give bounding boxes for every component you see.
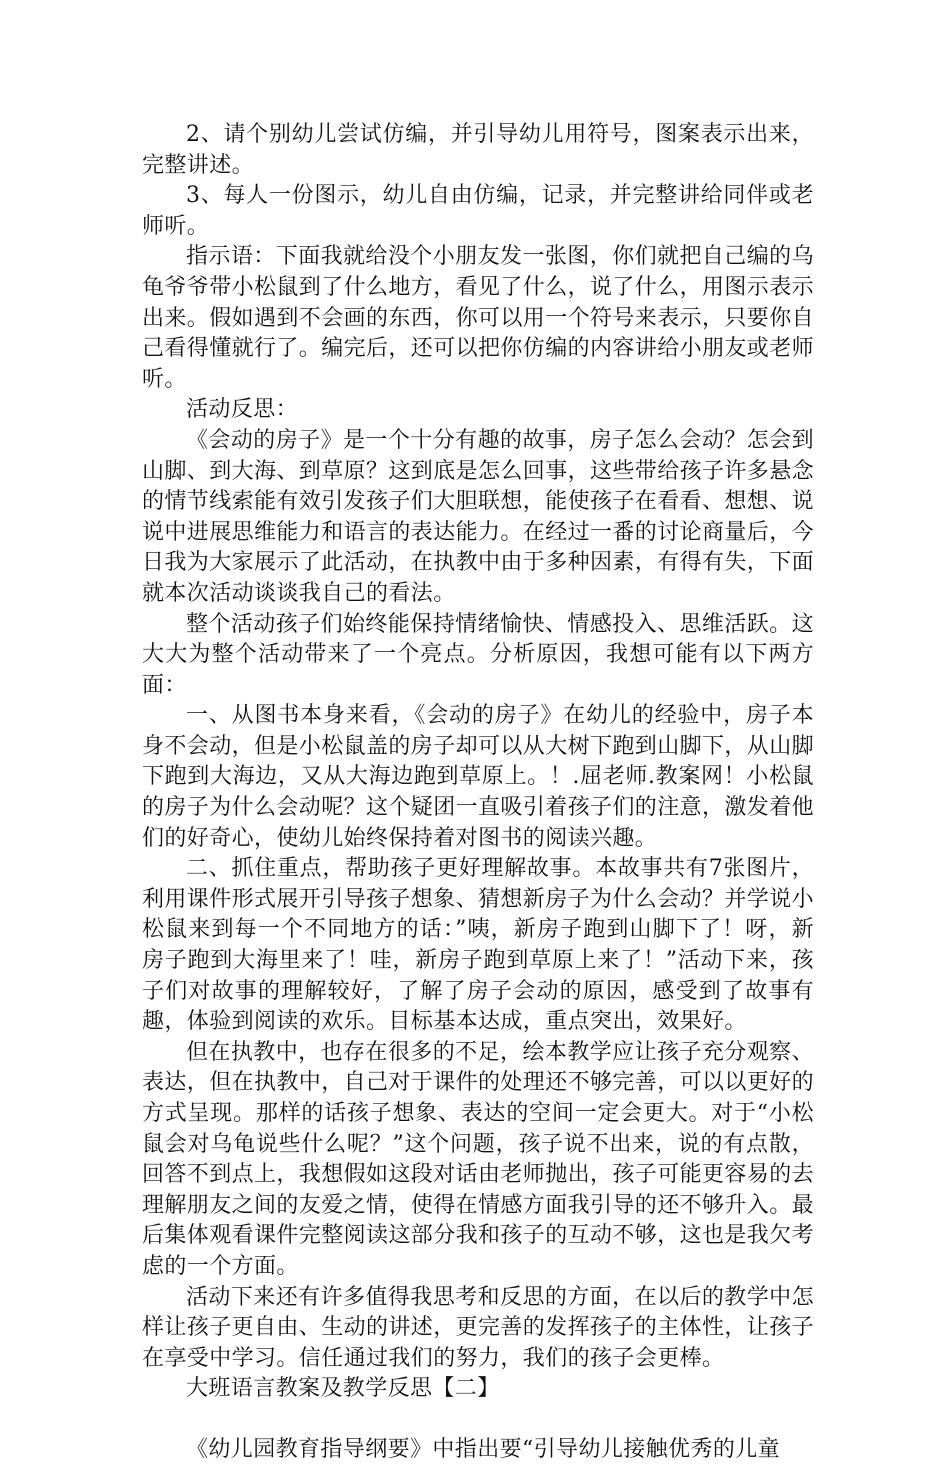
section-heading-part-two: 大班语言教案及教学反思【二】 bbox=[186, 1376, 500, 1402]
paragraph-point-two: 二、抓住重点，帮助孩子更好理解故事。本故事共有7张图片，利用课件形式展开引导孩子想象、猜想新房子为什么会动？并学说小松鼠来到每一个不同地方的话：”咦，新房子跑到山脚下了！呀，新房子跑到大海里来了！哇，新房子跑到草原上来了！”活动下来，孩子们对故事的理解较好，了解了房子会动的原因，感受到了故事有趣，体验到阅读的欢乐。目标基本达成，重点突出，效果好。 bbox=[142, 856, 815, 1035]
paragraph-shortcomings: 但在执教中，也存在很多的不足，绘本教学应让孩子充分观察、表达，但在执教中，自己对于课件的处理还不够完善，可以以更好的方式呈现。那样的话孩子想象、表达的空间一定会更大。对于“小松鼠会对乌龟说些什么呢？”这个问题，孩子说不出来，说的有点散，回答不到点上，我想假如这段对话由老师抛出，孩子可能更容易的去理解朋友之间的友爱之情，使得在情感方面我引导的还不够升入。最后集体观看课件完整阅读这部分我和孩子的互动不够，这也是我欠考虑的一个方面。 bbox=[142, 1039, 815, 1279]
section-heading-reflection: 活动反思： bbox=[186, 397, 299, 423]
paragraph-instructions: 指示语：下面我就给没个小朋友发一张图，你们就把自己编的乌龟爷爷带小松鼠到了什么地方，看见了什么，说了什么，用图示表示出来。假如遇到不会画的东西，你可以用一个符号来表示，只要你自己看得懂就行了。编完后，还可以把你仿编的内容讲给小朋友或老师听。 bbox=[142, 244, 815, 392]
paragraph-step-2: 2、请个别幼儿尝试仿编，并引导幼儿用符号，图案表示出来，完整讲述。 bbox=[142, 122, 814, 178]
paragraph-step-3: 3、每人一份图示，幼儿自由仿编，记录，并完整讲给同伴或老师听。 bbox=[142, 183, 814, 239]
paragraph-point-one: 一、从图书本身来看，《会动的房子》在幼儿的经验中，房子本身不会动，但是小松鼠盖的房子却可以从大树下跑到山脚下，从山脚下跑到大海边，又从大海边跑到草原上。！.屈老师.教案网！小松鼠的房子为什么会动呢？这个疑团一直吸引着孩子们的注意，激发着他们的好奇心，使幼儿始终保持着对图书的阅读兴趣。 bbox=[142, 703, 815, 851]
paragraph-activity-highlight: 整个活动孩子们始终能保持情绪愉快、情感投入、思维活跃。这大大为整个活动带来了一个亮点。分析原因，我想可能有以下两方面： bbox=[142, 611, 814, 698]
paragraph-conclusion: 活动下来还有许多值得我思考和反思的方面，在以后的教学中怎样让孩子更自由、生动的讲述，更完善的发挥孩子的主体性，让孩子在享受中学习。信任通过我们的努力，我们的孩子会更棒。 bbox=[142, 1284, 815, 1371]
document-page bbox=[142, 120, 814, 1466]
paragraph-story-intro: 《会动的房子》是一个十分有趣的故事，房子怎么会动？怎会到山脚、到大海、到草原？这到底是怎么回事，这些带给孩子许多悬念的情节线索能有效引发孩子们大胆联想，能使孩子在看看、想想、说说中进展思维能力和语言的表达能力。在经过一番的讨论商量后，今日我为大家展示了此活动，在执教中由于多种因素，有得有失，下面就本次活动谈谈我自己的看法。 bbox=[142, 427, 815, 606]
paragraph-guideline-quote: 《幼儿园教育指导纲要》中指出要“引导幼儿接触优秀的儿童 bbox=[186, 1436, 781, 1462]
